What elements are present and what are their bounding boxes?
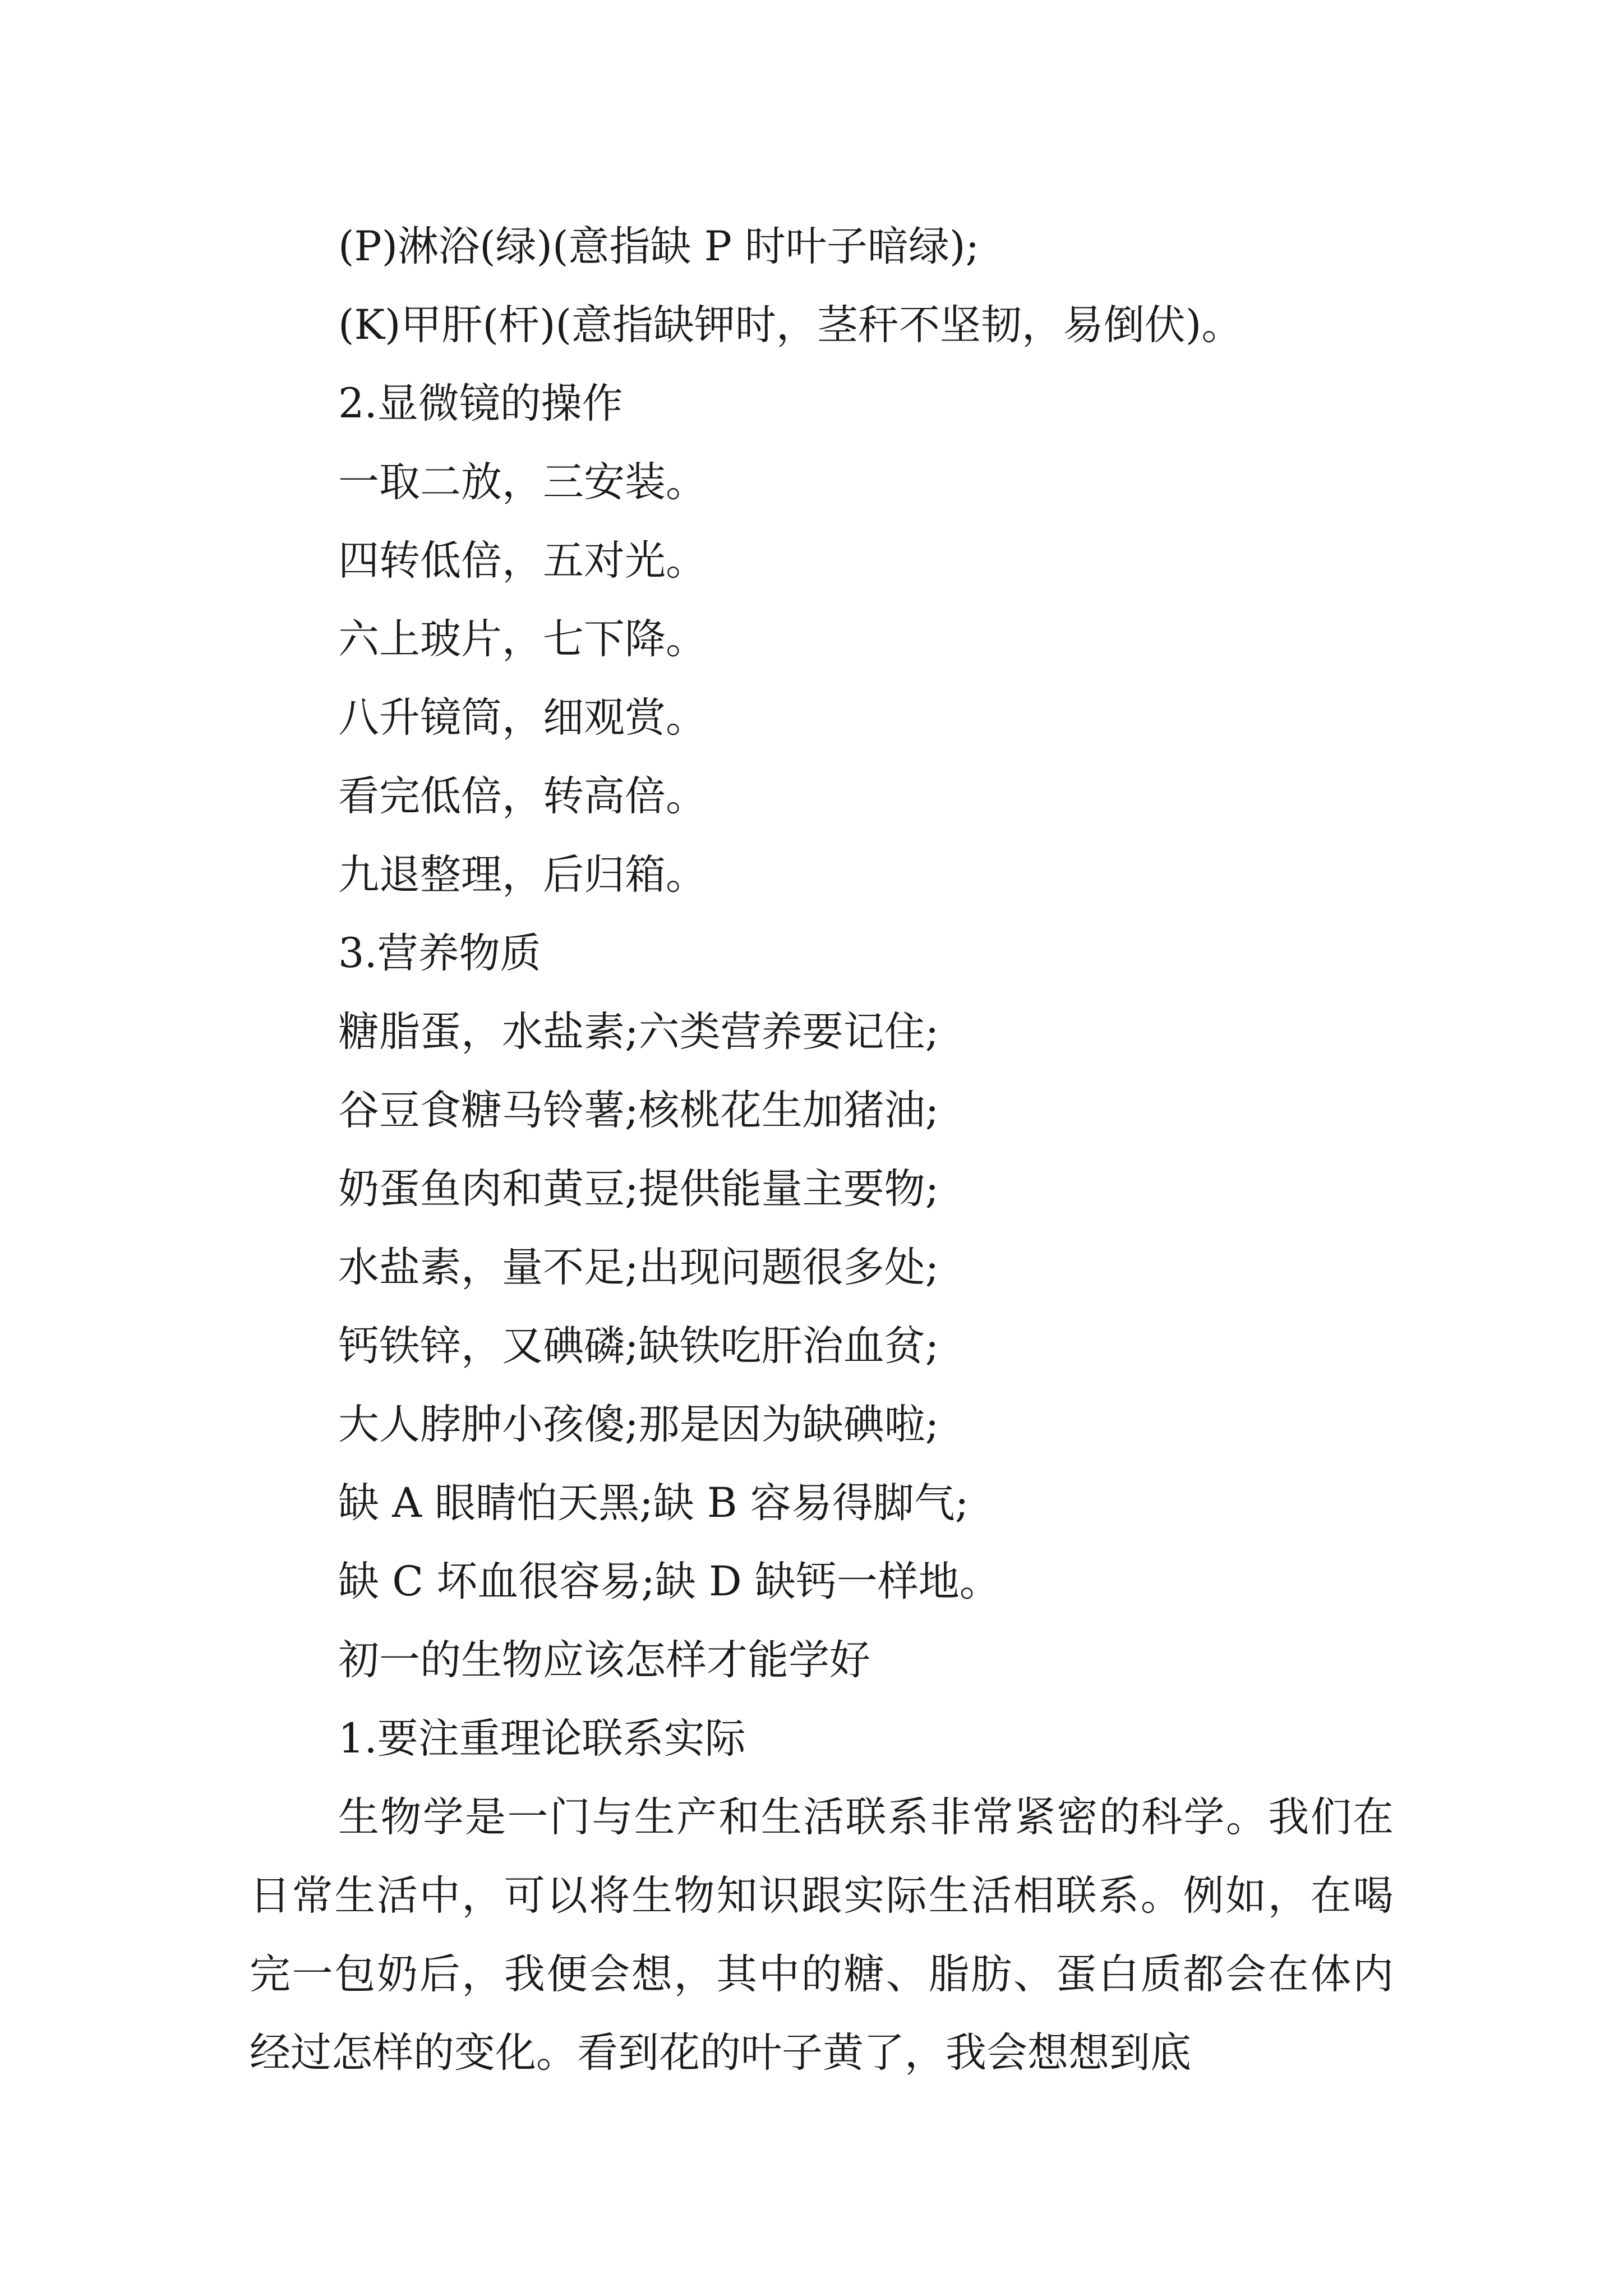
- text-line: (P)淋浴(绿)(意指缺 P 时叶子暗绿);: [338, 223, 980, 270]
- text-line: 四转低倍，五对光。: [338, 537, 707, 585]
- section-heading: 2.显微镜的操作: [338, 380, 623, 427]
- document-body: [250, 208, 1394, 2092]
- text-line: 钙铁锌，又碘磷;缺铁吃肝治血贫;: [338, 1322, 939, 1370]
- text-line: 缺 C 坏血很容易;缺 D 缺钙一样地。: [338, 1558, 1000, 1605]
- text-line: 大人脖肿小孩傻;那是因为缺碘啦;: [338, 1401, 939, 1448]
- text-line: 水盐素，量不足;出现问题很多处;: [338, 1244, 939, 1291]
- text-line: 八升镜筒，细观赏。: [338, 694, 707, 742]
- text-line: 六上玻片，七下降。: [338, 615, 707, 663]
- text-line: 奶蛋鱼肉和黄豆;提供能量主要物;: [338, 1165, 939, 1213]
- text-line: 缺 A 眼睛怕天黑;缺 B 容易得脚气;: [338, 1479, 969, 1527]
- body-paragraph: 生物学是一门与生产和生活联系非常紧密的科学。我们在日常生活中，可以将生物知识跟实际生活相联系。例如，在喝完一包奶后，我便会想，其中的糖、脂肪、蛋白质都会在体内经过怎样的变化。看到花的叶子黄了，我会想想到底: [250, 1793, 1394, 2077]
- text-line: (K)甲肝(杆)(意指缺钾时，茎秆不坚韧，易倒伏)。: [338, 301, 1243, 349]
- text-line: 一取二放，三安装。: [338, 458, 707, 506]
- section-heading: 3.营养物质: [338, 930, 541, 977]
- text-line: 谷豆食糖马铃薯;核桃花生加猪油;: [338, 1087, 939, 1134]
- text-line: 看完低倍，转高倍。: [338, 772, 707, 820]
- text-line: 糖脂蛋，水盐素;六类营养要记住;: [338, 1008, 939, 1056]
- text-line: 九退整理，后归箱。: [338, 851, 707, 899]
- section-title: 初一的生物应该怎样才能学好: [338, 1636, 870, 1684]
- section-heading: 1.要注重理论联系实际: [338, 1715, 746, 1763]
